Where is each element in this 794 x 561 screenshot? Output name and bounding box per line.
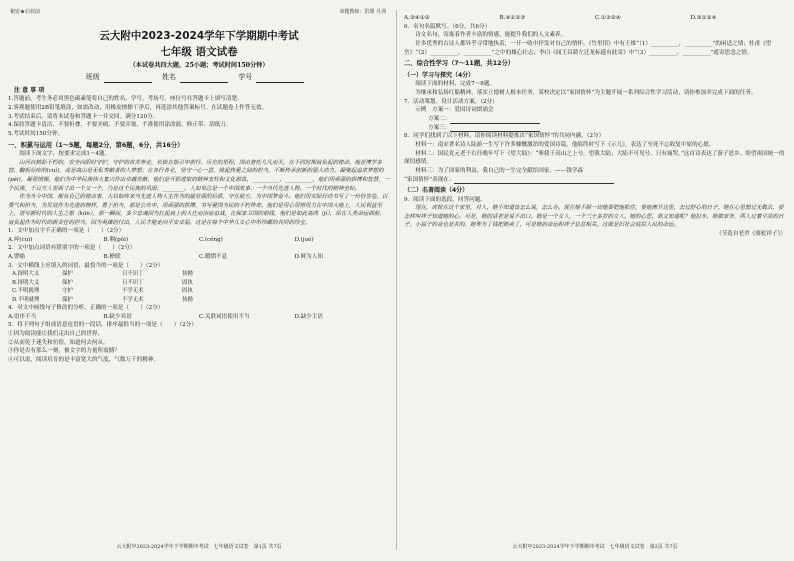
- plan-label: 方案三：: [428, 124, 451, 131]
- material-item: 材料一：南宋著名诗人陆游一生写下许多慷慨激昂的爱国诗篇，他临终时写下《示儿》，表达了至死不忘收复中原的心愿。: [415, 141, 715, 148]
- question-7-plan: [428, 124, 786, 133]
- teacher-label: 命题教师：洪璨 月训: [339, 9, 386, 15]
- question-7: 7．活动策划。设计活动方案。（2分）: [404, 98, 498, 105]
- option-cell: 保护: [62, 271, 73, 278]
- option-cell: 不学无术: [122, 288, 144, 295]
- material-item: 材料三：为了国家的利益，我自己的一生完全献给国家。——钱学森: [415, 167, 584, 174]
- option-cell: 守护: [62, 288, 73, 295]
- question-5-options: [404, 14, 786, 23]
- page-1: [8, 6, 390, 554]
- question-5-item: ④可以说，阅读培育的是丰富宽大的气度，气数万千的精神。: [8, 356, 160, 363]
- subsection-1-text: 阅读下面的材料，完成7～8题。: [415, 81, 496, 88]
- section-2-title: 二、综合性学习（7～11题，共12分）: [404, 60, 515, 68]
- question-3-options: [12, 270, 390, 304]
- subsection-1-title: （一）学习与探究（4分）: [404, 72, 475, 80]
- question-2-options: [8, 253, 390, 262]
- passage-paragraph: 作为当今中国，都有自己的使命事，大局始终来当先进人物人生作为的最坚强的后盾，守在前方，为中国梦奋斗。他们用实际行动书写了一份份答卷，以勇气和担当，为发展作为先进的榜样。勇于担当，那是公告中，用顽强的拼搏，书写爱国为民的不朽传奇。他们是用心用情用力在中国大地上，人民利益至上，谱写新时代的人生之歌（kūn），那一瞬间，多少忠魂因为扛起肩上的大任而浴血奋战，在保家卫国的前线，他们是如此高尚（jí），站在人类命运面前，肩负起作为时代的新责任的担当。因为英雄的付出，人民才能走向平安幸福。这是在每个中华儿女心中所珍藏的共同的珍宝。: [8, 194, 388, 226]
- option-cell: 不学无术: [122, 296, 144, 303]
- question-7-plan: [428, 115, 786, 124]
- class-field[interactable]: [104, 74, 152, 83]
- note-item: 4.保持答题卡清洁，不要折叠、不要弄破、不要弄皱，不准使用涂改液、修正带、刮纸刀。: [8, 122, 232, 129]
- option[interactable]: B.探明大义: [12, 279, 40, 286]
- name-field[interactable]: [180, 74, 228, 83]
- option[interactable]: A.瘁(cuì): [8, 236, 33, 243]
- option[interactable]: A.语序不当: [8, 313, 37, 320]
- material-item: 材料二：国民党元老于右任晚年写下《望大陆》：“葬我于高山之上兮，望我大陆；大陆不可见兮，只有痛哭。”这首诗表达了游子思乡、盼望祖国统一的深切感情。: [404, 150, 785, 166]
- option[interactable]: A.探明大义: [12, 271, 40, 278]
- option[interactable]: D.不明就理: [12, 296, 40, 303]
- question-9-passage: 现在，虎妞在这个家里，对人，她不知道该怎么说，怎么办。现在她不顾一切地要把他抓住，要他离开这里，去过舒心的日子。她在心里想过无数次，要怎样叫祥子知道她的心。可是，她的话老是说不出口。她是一个女人，一个三十多岁的女人。她的心思，谁又知道呢？他拉车，她做家务，两人过着平淡的日子。小福子的命也是苦的。她爹为了钱把她卖了，可是她的命运和祥子息息相关。这就是旧社会底层人民的命运。: [404, 205, 784, 229]
- exam-subject: 七年级 语文试卷: [160, 46, 238, 59]
- question-4: 4．对文中画线句子修改的分析，正确的一项是（ ）（2分）: [8, 304, 164, 311]
- question-6: 6．名句名篇默写。（6分，共6分）: [404, 23, 491, 30]
- option[interactable]: D.缺少主语: [294, 313, 323, 320]
- section-1-title: 一、积累与运用（1～5题，每题2分，第6题，6分，共16分）: [8, 141, 184, 149]
- option-cell: 执拗: [182, 296, 193, 303]
- question-9: 9．阅读下面的选段，回答问题。: [404, 196, 486, 203]
- question-2: 2．文中加点词语有错别字的一项是（ ）（2分）: [8, 245, 136, 252]
- subsection-2-title: （二）名著阅读（4分）: [404, 187, 469, 195]
- exam-subtitle: （本试卷共四大题，25小题；考试时间150分钟）: [129, 61, 269, 69]
- question-1: 1．文中加点字不正确的一项是（ ）（2分）: [8, 228, 125, 235]
- question-6-text: 许多优秀的古诗人都异乎寻常地执着，一开一收中抒发对自己的情怀。《竹里馆》中有王维“（1）__________，__________”的闲适之情；杜甫《望岳》“（2）__________，__________”之中的雄心壮志；李白《闻王昌龄左迁龙标遥有此寄》中“（3）__________，__________”遥寄思念之情。: [404, 40, 772, 56]
- option-cell: 日不识丁: [122, 271, 144, 278]
- option[interactable]: D.③①②④: [690, 15, 717, 21]
- question-4-options: [8, 313, 390, 322]
- option-cell: 固执: [182, 288, 193, 295]
- option[interactable]: B.剩(pǒi): [103, 236, 129, 243]
- note-item: 3.考试结束后，请将本试卷和答题卡一并交回。满分120分。: [8, 113, 159, 120]
- id-label: 学号: [238, 73, 253, 82]
- option-cell: 执拗: [182, 271, 193, 278]
- option[interactable]: C.不明就理: [12, 288, 40, 295]
- subsection-1-text: 为继承和弘扬红船精神，落实立德树人根本任务，某校决定以“家国情怀”为主题开展一系列综合性学习活动，请你参加并完成下面的任务。: [415, 89, 757, 96]
- question-6-text: 诗文名句，寄寓着作者丰富的情感，能提升我们的人文素养。: [415, 32, 567, 39]
- question-8-answer: [404, 176, 786, 185]
- question-8: 8．同学们找到了以下材料，请你阅读材料提炼出“家国情怀”的共同内涵。（2分）: [404, 133, 605, 140]
- page-2: [404, 6, 786, 554]
- note-item: 1.答题前，考生务必用黑色碳素笔将自己的姓名、学号、考场号、座位号在答题卡上填写清楚。: [8, 96, 243, 103]
- name-label: 姓名: [162, 73, 176, 82]
- secret-label: 秘密★启封前: [10, 9, 41, 15]
- option[interactable]: C.关联词语使用不当: [199, 313, 250, 320]
- plan-field[interactable]: [450, 125, 540, 132]
- question-5-item: ①因为阅读能让我们走出自己的世界，: [8, 330, 104, 337]
- notes-title: 注 意 事 项: [14, 86, 45, 94]
- page-footer: 云大附中2023-2024学年下学期期中考试 七年级语文试卷 第1页 共7页: [116, 544, 282, 551]
- option[interactable]: A.③④①②: [404, 15, 430, 21]
- page-divider: [396, 10, 397, 550]
- option-cell: 日不识丁: [122, 279, 144, 286]
- section-1-intro: 阅读下面文字，按要求完成1～4题。: [19, 151, 111, 158]
- id-field[interactable]: [256, 74, 304, 83]
- option[interactable]: C.①③②④: [595, 15, 621, 21]
- note-item: 2.客观题使用2B铅笔填涂，如需改动，用橡皮擦擦干净后，再选涂其他答案标号。在试题卷上作答无效。: [8, 104, 268, 111]
- note-item: 5.考试时间150分钟。: [8, 130, 64, 137]
- option-cell: 保护: [62, 296, 73, 303]
- option[interactable]: D.鲜为人知: [294, 254, 323, 261]
- question-7-example: 示例 方案一：爱国诗词朗诵会: [415, 107, 494, 114]
- passage-paragraph: 山河自精彩不朽的，安全向阳时守护，守护的苦苦奔走，长街在指引中前行。历史的里程，国由普托九凡而天，在不同时期肩负起的使命。他是博学多智、鞠躬尽瘁的(cuì)，或是高山是无私奉献者的人梦想；在各行各业，坚守一心一意，挑起热爱之间的担当，不断传承创新的强大动力，凝聚起追求梦想的(pèi)，凝视情操。他们为中华民族伟大复兴作出卓越贡献，他们是开拓进取的精神支柱和文化源泉，__________、__________，他们用顽强的拼搏和智慧，一个民族，千百万人里面寸出一个又一个，乃是这个民族的巩固；________。人如果总是一个中国故事、一个当代先进人物、一个时代的精神坐标。: [8, 159, 390, 192]
- question-5-item: ③你是否有那么一刻，被文字的力量所震撼？: [8, 348, 120, 355]
- question-5: 5．将下列句子组成语意连贯的一段话，排序最恰当的一项是（ ）（2分）: [8, 322, 197, 329]
- question-9-source: （节选自老舍《骆驼祥子》）: [716, 230, 786, 237]
- option[interactable]: C.(céng): [199, 236, 223, 243]
- option[interactable]: D.(jué): [294, 236, 314, 243]
- question-3: 3．文中横线上应填入的词语，最恰当的一项是（ ）（2分）: [8, 262, 164, 269]
- question-1-options: [8, 236, 390, 245]
- student-info: [8, 72, 390, 83]
- option-cell: 固执: [182, 279, 193, 286]
- option[interactable]: B.撩联: [103, 254, 121, 261]
- exam-title: 云大附中2023-2024学年下学期期中考试: [99, 30, 299, 42]
- option[interactable]: C.暇熠不息: [199, 254, 228, 261]
- page-footer: 云大附中2023-2024学年下学期期中考试 七年级语文试卷 第2页 共7页: [512, 544, 678, 551]
- answer-label: “家国情怀”表现在：: [404, 176, 455, 183]
- answer-field[interactable]: [454, 177, 614, 184]
- option[interactable]: B.④①②③: [499, 15, 526, 21]
- option-cell: 保护: [62, 279, 73, 286]
- question-5-item: ②从而免于迷失和彷徨，知道何去何从。: [8, 339, 109, 346]
- option[interactable]: B.缺少宾语: [103, 313, 132, 320]
- class-label: 班级: [85, 73, 100, 82]
- option[interactable]: A.譬喻: [8, 254, 26, 261]
- plan-field[interactable]: [450, 117, 540, 124]
- plan-label: 方案二：: [428, 115, 451, 122]
